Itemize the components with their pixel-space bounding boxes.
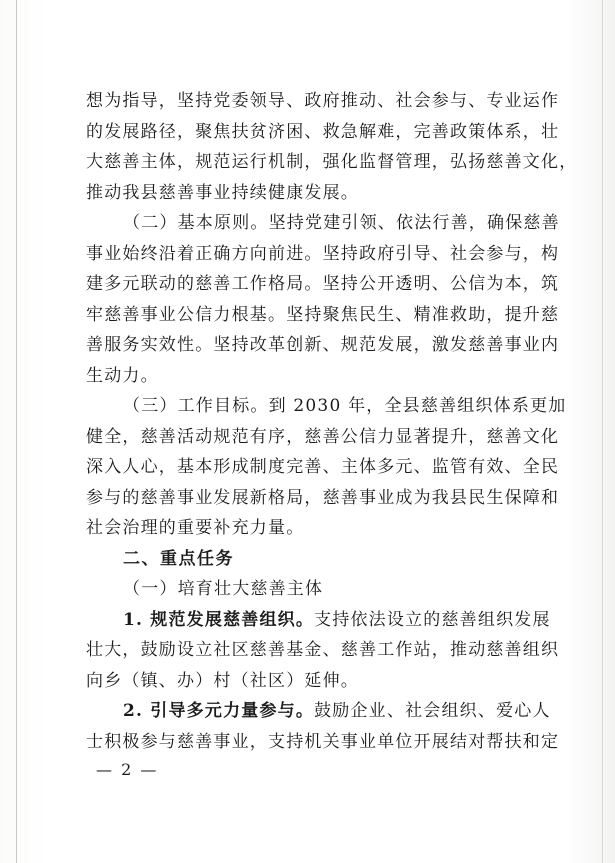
- text-line: 社会治理的重要补充力量。: [86, 518, 305, 538]
- item-lead: 2. 引导多元力量参与。: [123, 701, 315, 721]
- text-line: 生动力。: [86, 365, 159, 386]
- page-number: — 2 —: [96, 760, 159, 779]
- text-line: （三）工作目标。到 2030 年，全县慈善组织体系更加: [123, 396, 567, 416]
- document-body: [86, 86, 578, 757]
- text-line: [86, 696, 556, 727]
- item-lead: 1. 规范发展慈善组织。: [123, 609, 315, 630]
- text-line: 的发展路径，聚焦扶贫济困、救急解难，完善政策体系，壮: [86, 121, 560, 142]
- text-line: 大慈善主体，规范运行机制，强化监督管理，弘扬慈善文化，: [86, 152, 578, 172]
- page-right-edge: [602, 0, 603, 863]
- text-line: 深入人心，基本形成制度完善、主体多元、监管有效、全民: [86, 457, 560, 477]
- subsection-heading: （一）培育壮大慈善主体: [123, 579, 324, 599]
- item-text: 支持依法设立的慈善组织发展: [314, 609, 551, 630]
- text-line: 参与的慈善事业发展新格局，慈善事业成为我县民生保障和: [86, 487, 560, 508]
- section-heading: 二、重点任务: [123, 548, 234, 569]
- page-left-edge: [16, 0, 17, 863]
- text-line: 建多元联动的慈善工作格局。坚持公开透明、公信为本，筑: [86, 274, 560, 294]
- text-line: 牢慈善事业公信力根基。坚持聚焦民生、精准救助，提升慈: [86, 304, 560, 325]
- text-line: 士积极参与慈善事业，支持机关事业单位开展结对帮扶和定: [86, 731, 560, 752]
- text-line: [86, 605, 556, 636]
- text-line: 推动我县慈善事业持续健康发展。: [86, 182, 359, 203]
- text-line: 想为指导，坚持党委领导、政府推动、社会参与、专业运作: [86, 91, 560, 111]
- text-line: 健全，慈善活动规范有序，慈善公信力显著提升，慈善文化: [86, 426, 560, 447]
- text-line: （二）基本原则。坚持党建引领、依法行善，确保慈善: [123, 213, 560, 233]
- text-line: 事业始终沿着正确方向前进。坚持政府引导、社会参与，构: [86, 243, 560, 264]
- item-text: 鼓励企业、社会组织、爱心人: [314, 701, 551, 721]
- text-line: 壮大，鼓励设立社区慈善基金、慈善工作站，推动慈善组织: [86, 640, 560, 660]
- text-line: 向乡（镇、办）村（社区）延伸。: [86, 670, 359, 691]
- text-line: 善服务实效性。坚持改革创新、规范发展，激发慈善事业内: [86, 335, 560, 355]
